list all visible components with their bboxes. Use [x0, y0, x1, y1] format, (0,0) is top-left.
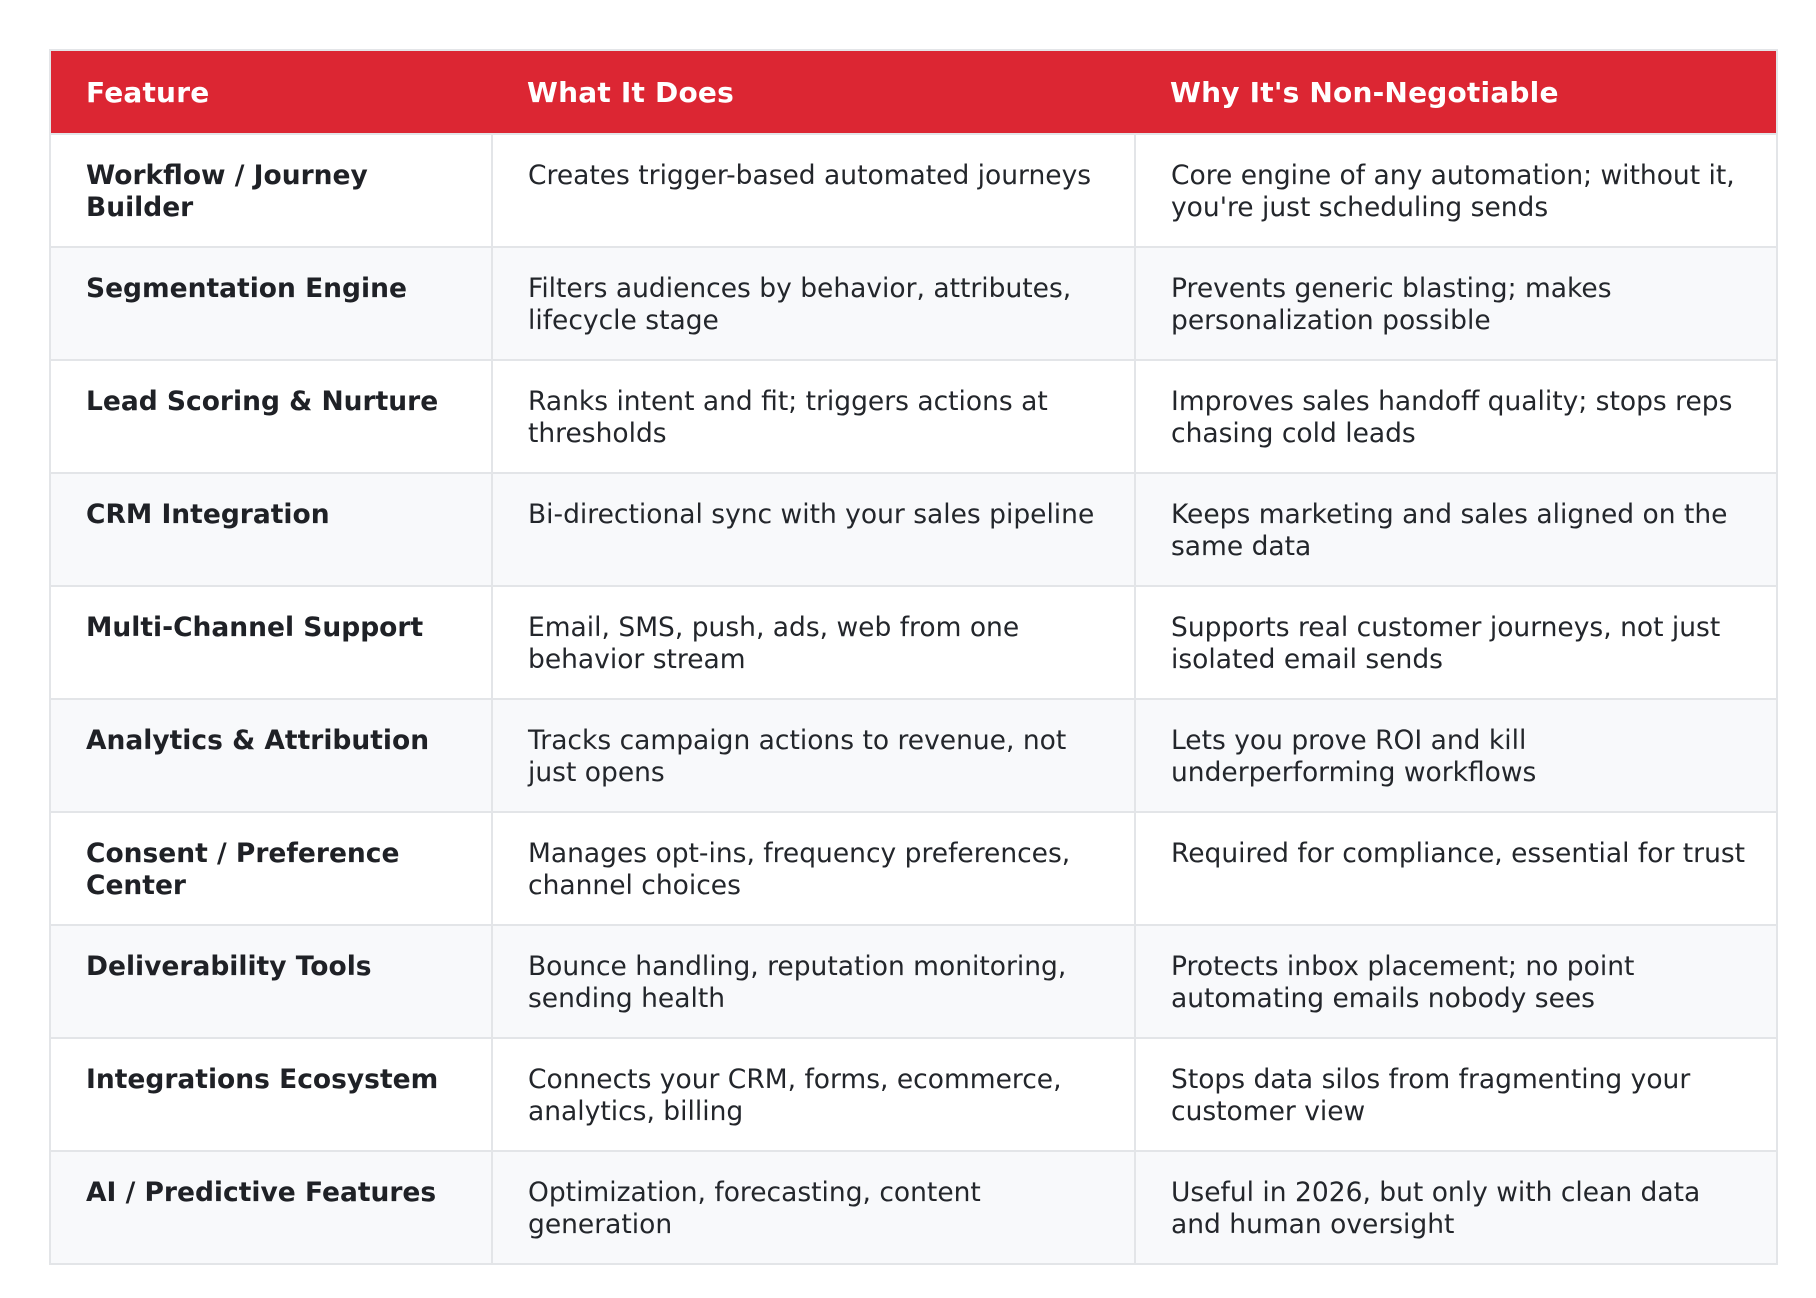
- table-row: [50, 1151, 1777, 1264]
- header-row: [50, 50, 1777, 134]
- feature-comparison-table-container: [49, 49, 1776, 1265]
- table-body: [50, 134, 1777, 1264]
- why-cell: Supports real customer journeys, not just isolated email sends: [1135, 586, 1777, 699]
- what-it-does-cell: Filters audiences by behavior, attributes, lifecycle stage: [492, 247, 1135, 360]
- what-it-does-cell: Ranks intent and fit; triggers actions at thresholds: [492, 360, 1135, 473]
- why-cell: Protects inbox placement; no point automating emails nobody sees: [1135, 925, 1777, 1038]
- header-why-non-negotiable: Why It's Non-Negotiable: [1135, 50, 1777, 134]
- table-row: [50, 1038, 1777, 1151]
- feature-cell: Consent / Preference Center: [50, 812, 492, 925]
- table-row: [50, 812, 1777, 925]
- what-it-does-cell: Bi-directional sync with your sales pipeline: [492, 473, 1135, 586]
- header-feature: Feature: [50, 50, 492, 134]
- why-cell: Prevents generic blasting; makes personalization possible: [1135, 247, 1777, 360]
- table-row: [50, 247, 1777, 360]
- feature-cell: Analytics & Attribution: [50, 699, 492, 812]
- what-it-does-cell: Optimization, forecasting, content generation: [492, 1151, 1135, 1264]
- feature-cell: Workflow / Journey Builder: [50, 134, 492, 247]
- header-what-it-does: What It Does: [492, 50, 1135, 134]
- table-row: [50, 699, 1777, 812]
- feature-cell: AI / Predictive Features: [50, 1151, 492, 1264]
- what-it-does-cell: Email, SMS, push, ads, web from one behavior stream: [492, 586, 1135, 699]
- table-row: [50, 586, 1777, 699]
- table-row: [50, 134, 1777, 247]
- what-it-does-cell: Tracks campaign actions to revenue, not just opens: [492, 699, 1135, 812]
- feature-cell: Segmentation Engine: [50, 247, 492, 360]
- what-it-does-cell: Manages opt-ins, frequency preferences, channel choices: [492, 812, 1135, 925]
- why-cell: Stops data silos from fragmenting your customer view: [1135, 1038, 1777, 1151]
- feature-cell: Multi-Channel Support: [50, 586, 492, 699]
- table-header: [50, 50, 1777, 134]
- why-cell: Core engine of any automation; without it, you're just scheduling sends: [1135, 134, 1777, 247]
- feature-cell: CRM Integration: [50, 473, 492, 586]
- why-cell: Useful in 2026, but only with clean data and human oversight: [1135, 1151, 1777, 1264]
- what-it-does-cell: Creates trigger-based automated journeys: [492, 134, 1135, 247]
- feature-comparison-table: [49, 49, 1778, 1265]
- why-cell: Improves sales handoff quality; stops reps chasing cold leads: [1135, 360, 1777, 473]
- table-row: [50, 360, 1777, 473]
- feature-cell: Integrations Ecosystem: [50, 1038, 492, 1151]
- why-cell: Required for compliance, essential for trust: [1135, 812, 1777, 925]
- table-row: [50, 925, 1777, 1038]
- why-cell: Lets you prove ROI and kill underperforming workflows: [1135, 699, 1777, 812]
- why-cell: Keeps marketing and sales aligned on the same data: [1135, 473, 1777, 586]
- what-it-does-cell: Connects your CRM, forms, ecommerce, analytics, billing: [492, 1038, 1135, 1151]
- table-row: [50, 473, 1777, 586]
- what-it-does-cell: Bounce handling, reputation monitoring, sending health: [492, 925, 1135, 1038]
- feature-cell: Deliverability Tools: [50, 925, 492, 1038]
- feature-cell: Lead Scoring & Nurture: [50, 360, 492, 473]
